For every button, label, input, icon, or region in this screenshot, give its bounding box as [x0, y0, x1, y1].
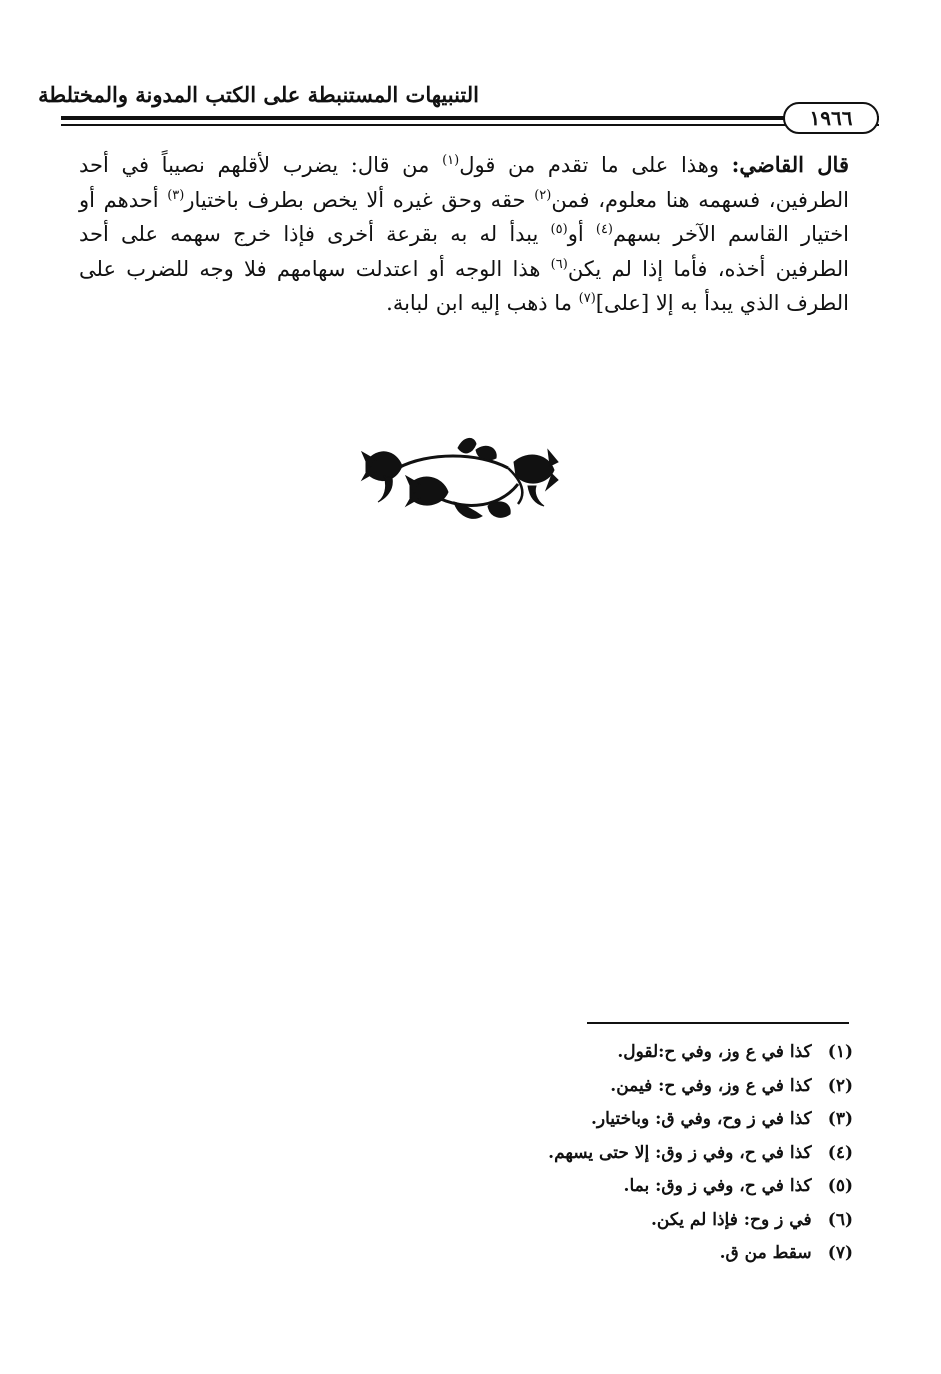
speaker-label: قال القاضي:: [731, 152, 849, 177]
text-segment: أو: [567, 222, 596, 246]
page-number-badge: [783, 102, 879, 134]
footnote-text: كذا في ع وز، وفي ح:لقول.: [617, 1042, 812, 1062]
page-number: ١٩٦٦: [809, 106, 853, 130]
footnote-number: (٥): [827, 1176, 853, 1196]
main-paragraph: [79, 148, 849, 321]
footnote-ref-7: (٧): [578, 291, 596, 306]
footnote-item: [383, 1036, 853, 1070]
footnotes-list: [383, 1036, 853, 1271]
text-segment: من قال: يضرب لأقلهم نصيباً في أحد الطرفين، فسهمه هنا معلوم، فمن: [79, 153, 849, 212]
footnote-ref-2: (٢): [534, 187, 552, 203]
footnote-text: كذا في ع وز، وفي ح: فيمن.: [610, 1075, 812, 1096]
floral-tulip-ornament-icon: [358, 432, 568, 532]
footnote-ref-3: (٣): [167, 187, 185, 203]
footnote-number: (٧): [827, 1243, 853, 1263]
footnote-text: كذا في ح، وفي ز وق: إلا حتى يسهم.: [548, 1142, 812, 1163]
footnote-number: (٤): [827, 1142, 853, 1163]
footnote-number: (٦): [827, 1209, 853, 1230]
footnote-ref-5: (٥): [550, 222, 568, 237]
text-segment: وهذا على ما تقدم من قول: [459, 153, 732, 177]
text-segment: أحدهم أو اختيار القاسم الآخر بسهم: [79, 187, 850, 246]
footnote-ref-4: (٤): [595, 222, 613, 237]
footnote-number: (٢): [827, 1075, 853, 1096]
footnote-item: [383, 1170, 853, 1204]
header-rule-thick: [61, 116, 879, 120]
paragraph: [79, 148, 849, 321]
footnote-item: [383, 1070, 853, 1104]
footnote-text: سقط من ق.: [719, 1243, 812, 1263]
footnote-text: في ز وح: فإذا لم يكن.: [650, 1209, 812, 1230]
footnote-text: كذا في ح، وفي ز وق: بما.: [623, 1176, 812, 1196]
footnote-text: كذا في ز وح، وفي ق: وباختيار.: [591, 1109, 812, 1129]
footnote-item: [383, 1137, 853, 1171]
footnote-number: (١): [827, 1042, 853, 1062]
footnote-item: [383, 1237, 853, 1271]
text-segment: حقه وحق غيره ألا يخص بطرف باختيار: [184, 187, 535, 212]
running-title: التنبيهات المستنبطة على الكتب المدونة والمختلطة: [38, 82, 479, 107]
footnote-separator: [587, 1022, 849, 1024]
text-segment: يبدأ له به بقرعة أخرى فإذا خرج سهمه على أحد الطرفين أخذه، فأما إذا لم يكن: [79, 222, 850, 281]
footnote-item: [383, 1204, 853, 1238]
footnote-ref-6: (٦): [550, 256, 568, 272]
text-segment: ما ذهب إليه ابن لبابة.: [386, 291, 579, 315]
footnote-number: (٣): [827, 1109, 853, 1129]
footnote-item: [383, 1103, 853, 1137]
header-rule-thin: [61, 124, 879, 126]
footnote-ref-1: (١): [442, 153, 460, 168]
text-segment: هذا الوجه أو اعتدلت سهامهم فلا وجه للضرب على الطرف الذي يبدأ به إلا [على]: [79, 256, 849, 315]
